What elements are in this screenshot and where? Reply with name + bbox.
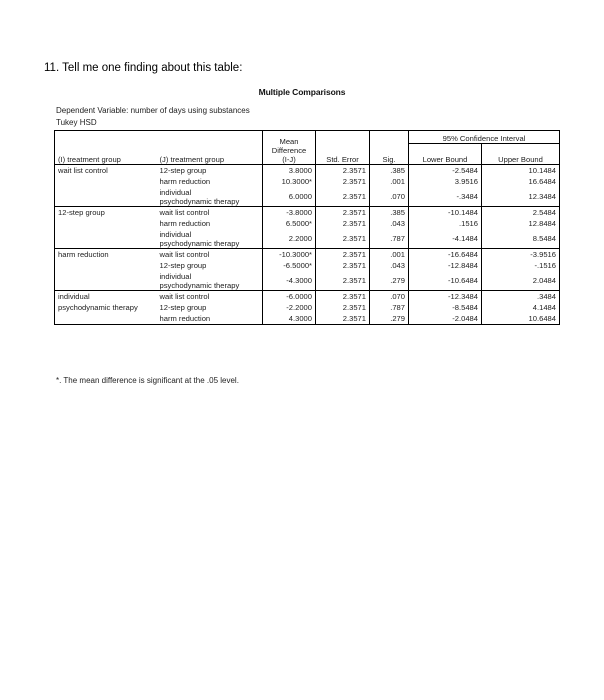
question-text: 11. Tell me one finding about this table: (44, 62, 243, 74)
cell-lower-bound: -.3484 (409, 187, 482, 207)
cell-lower-bound: -4.1484 (409, 229, 482, 249)
header-j-group: (J) treatment group (157, 144, 263, 165)
cell-mean-diff: -4.3000 (263, 271, 316, 291)
cell-std-error: 2.3571 (316, 260, 370, 271)
cell-i-group: harm reduction (55, 249, 157, 261)
table-row (55, 176, 560, 187)
cell-upper-bound: 12.3484 (528, 192, 556, 201)
cell-lower-bound: .1516 (409, 218, 482, 229)
cell-std-error: 2.3571 (316, 176, 370, 187)
header-i-group: (I) treatment group (55, 144, 157, 165)
cell-upper-bound: 2.0484 (532, 276, 556, 285)
table-row (55, 313, 560, 325)
cell-sig: .043 (370, 260, 409, 271)
cell-upper-bound: 12.8484 (528, 219, 556, 228)
header-std-error: Std. Error (316, 144, 370, 165)
cell-j-line1: individual (159, 229, 192, 239)
cell-j-group: 12-step group (157, 165, 263, 177)
table-row (55, 207, 560, 219)
cell-lower-bound: -10.6484 (409, 271, 482, 291)
cell-sig: .787 (370, 229, 409, 249)
table-row (55, 165, 560, 177)
cell-mean-diff: 2.2000 (263, 229, 316, 249)
table-row (55, 291, 560, 303)
header-mean-diff-3: (I-J) (282, 155, 296, 164)
header-lower-bound: Lower Bound (409, 144, 482, 165)
table-row (55, 187, 560, 207)
multiple-comparisons-table (54, 130, 560, 325)
cell-mean-diff: 4.3000 (263, 313, 316, 325)
cell-upper-bound: 10.1484 (528, 166, 556, 175)
cell-i-group (55, 218, 157, 229)
cell-j-group: harm reduction (157, 313, 263, 325)
table-row (55, 260, 560, 271)
cell-sig: .043 (370, 218, 409, 229)
cell-j-line1: individual (159, 271, 192, 281)
cell-std-error: 2.3571 (316, 271, 370, 291)
cell-j-line2: psychodynamic therapy (159, 196, 240, 206)
cell-mean-diff: 6.5000* (263, 218, 316, 229)
cell-upper-bound: -3.9516 (482, 249, 560, 261)
table-footnote: *. The mean difference is significant at the .05 level. (56, 376, 239, 385)
cell-std-error: 2.3571 (316, 313, 370, 325)
cell-upper-bound: -.1516 (534, 261, 556, 270)
table-row (55, 271, 560, 291)
cell-mean-diff: 6.0000 (263, 187, 316, 207)
cell-j-group: wait list control (157, 249, 263, 261)
cell-i-group (55, 187, 157, 207)
cell-mean-diff: -6.5000* (263, 260, 316, 271)
cell-sig: .001 (370, 176, 409, 187)
cell-i-group (55, 176, 157, 187)
table-row (55, 229, 560, 249)
cell-j-group: wait list control (157, 207, 263, 219)
cell-lower-bound: 3.9516 (409, 176, 482, 187)
cell-upper-bound: 16.6484 (528, 177, 556, 186)
cell-std-error: 2.3571 (316, 229, 370, 249)
cell-std-error: 2.3571 (316, 291, 370, 303)
cell-upper-bound: 10.6484 (528, 314, 556, 323)
cell-mean-diff: -2.2000 (263, 302, 316, 313)
cell-lower-bound: -12.8484 (409, 260, 482, 271)
dependent-variable: Dependent Variable: number of days using substances (56, 106, 250, 115)
cell-sig: .001 (370, 249, 409, 261)
cell-upper-bound: 2.5484 (482, 207, 560, 219)
cell-upper-bound: 4.1484 (532, 303, 556, 312)
test-name: Tukey HSD (56, 118, 97, 127)
cell-lower-bound: -8.5484 (409, 302, 482, 313)
cell-j-group: harm reduction (157, 176, 263, 187)
cell-sig: .070 (370, 187, 409, 207)
cell-mean-diff: 10.3000* (263, 176, 316, 187)
table-row (55, 302, 560, 313)
cell-std-error: 2.3571 (316, 165, 370, 177)
table-title: Multiple Comparisons (258, 87, 346, 97)
cell-i-group: individual (55, 291, 157, 303)
cell-j-line2: psychodynamic therapy (159, 238, 240, 248)
header-mean-diff-1: Mean (279, 137, 299, 146)
cell-mean-diff: 3.8000 (263, 165, 316, 177)
table-row (55, 249, 560, 261)
cell-std-error: 2.3571 (316, 187, 370, 207)
header-ci: 95% Confidence Interval (409, 131, 560, 144)
cell-j-group (157, 271, 263, 291)
header-mean-diff-2: Difference (271, 146, 307, 155)
cell-i-group (55, 271, 157, 291)
cell-i-group (55, 260, 157, 271)
cell-mean-diff: -3.8000 (263, 207, 316, 219)
cell-j-group: 12-step group (157, 302, 263, 313)
cell-std-error: 2.3571 (316, 302, 370, 313)
cell-std-error: 2.3571 (316, 249, 370, 261)
cell-j-group: harm reduction (157, 218, 263, 229)
cell-i-group: psychodynamic therapy (58, 303, 138, 312)
header-upper-bound: Upper Bound (482, 144, 560, 165)
cell-lower-bound: -12.3484 (409, 291, 482, 303)
cell-i-group: 12-step group (55, 207, 157, 219)
cell-i-group (55, 313, 157, 325)
cell-j-group: wait list control (157, 291, 263, 303)
cell-j-group: 12-step group (157, 260, 263, 271)
table-row (55, 218, 560, 229)
cell-i-group (55, 229, 157, 249)
cell-j-group (157, 187, 263, 207)
cell-j-group (157, 229, 263, 249)
cell-upper-bound: .3484 (482, 291, 560, 303)
header-sig: Sig. (370, 144, 409, 165)
cell-std-error: 2.3571 (316, 207, 370, 219)
cell-lower-bound: -2.0484 (409, 313, 482, 325)
cell-lower-bound: -10.1484 (409, 207, 482, 219)
cell-mean-diff: -6.0000 (263, 291, 316, 303)
cell-sig: .385 (370, 207, 409, 219)
cell-j-line1: individual (159, 187, 192, 197)
cell-j-line2: psychodynamic therapy (159, 280, 240, 290)
cell-upper-bound: 8.5484 (532, 234, 556, 243)
cell-lower-bound: -16.6484 (409, 249, 482, 261)
cell-sig: .385 (370, 165, 409, 177)
cell-lower-bound: -2.5484 (409, 165, 482, 177)
cell-sig: .279 (370, 313, 409, 325)
cell-std-error: 2.3571 (316, 218, 370, 229)
cell-i-group: wait list control (58, 166, 108, 175)
cell-sig: .787 (370, 302, 409, 313)
cell-sig: .279 (370, 271, 409, 291)
cell-sig: .070 (370, 291, 409, 303)
cell-mean-diff: -10.3000* (263, 249, 316, 261)
